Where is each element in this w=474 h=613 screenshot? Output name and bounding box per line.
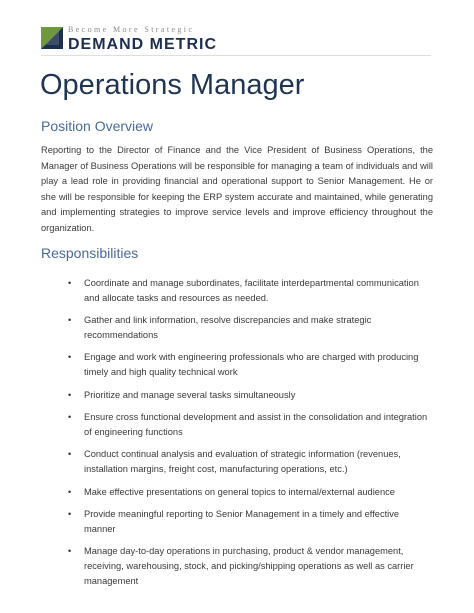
logo-brand-name: DEMAND METRIC: [68, 36, 217, 53]
demand-metric-logo: [41, 25, 217, 53]
position-overview-text: Reporting to the Director of Finance and the Vice President of Business Operations, the Manager of Business Operations will be responsible for managing a team of individuals and will play a lead role in providing financial and operational support to Senior Management. He or she will be responsible for keeping the ERP system accurate and maintained, while generating and implementing strategies to improve service levels and improve efficiency throughout the organization.: [41, 145, 433, 233]
list-item: • Engage and work with engineering professionals who are charged with producing timely and high quality technical work: [68, 350, 430, 379]
list-item: • Manage day-to-day operations in purchasing, product & vendor management, receiving, warehousing, stock, and picking/shipping operations as well as carrier management: [68, 544, 430, 588]
page-title: Operations Manager: [40, 69, 305, 101]
responsibilities-heading: Responsibilities: [41, 245, 139, 261]
list-item: • Conduct continual analysis and evaluation of strategic information (revenues, installation margins, freight cost, manufacturing operations, etc.): [68, 447, 430, 476]
responsibilities-list: [68, 276, 430, 596]
list-item: • Prioritize and manage several tasks simultaneously: [68, 388, 430, 403]
list-item: • Coordinate and manage subordinates, facilitate interdepartmental communication and allocate tasks and resources as needed.: [68, 276, 430, 305]
list-item: • Gather and link information, resolve discrepancies and make strategic recommendations: [68, 313, 430, 342]
header-divider: [41, 55, 431, 56]
logo-mark-icon: [41, 27, 63, 49]
list-item: • Ensure cross functional development and assist in the consolidation and integration of engineering functions: [68, 410, 430, 439]
list-item: • Provide meaningful reporting to Senior Management in a timely and effective manner: [68, 507, 430, 536]
position-overview-heading: Position Overview: [41, 118, 154, 134]
logo-tagline: Become More Strategic: [68, 25, 195, 34]
list-item: • Make effective presentations on general topics to internal/external audience: [68, 485, 430, 500]
